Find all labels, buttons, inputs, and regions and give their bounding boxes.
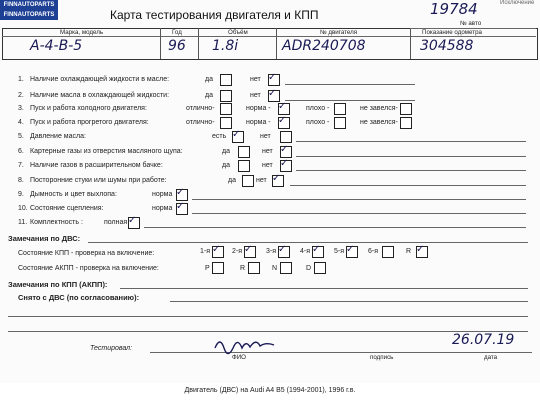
year-label: Год bbox=[172, 29, 182, 36]
checkbox-noise-yes[interactable] bbox=[242, 175, 254, 187]
checkbox-warm-bad[interactable] bbox=[334, 117, 346, 129]
removed-heading: Снято с ДВС (по согласованию): bbox=[18, 293, 140, 302]
volume-value: 1.8i bbox=[212, 38, 239, 54]
tested-label: Тестировал: bbox=[90, 345, 133, 352]
model-label: Марка, модель bbox=[60, 29, 104, 36]
checkbox-gear-6[interactable] bbox=[382, 246, 394, 258]
akpp-state-label: Состояние АКПП - проверка на включение: bbox=[18, 265, 159, 272]
watermark-logo: FINNAUTOPARTS FINNAUTOPARTS bbox=[0, 0, 58, 20]
corner-text: Исключение bbox=[500, 0, 535, 6]
odometer-value: 304588 bbox=[420, 38, 474, 54]
checkbox-coolant-yes[interactable] bbox=[220, 74, 232, 86]
checkbox-cold-excellent[interactable] bbox=[220, 103, 232, 115]
signature-label: подпись bbox=[370, 354, 394, 361]
engine-value: ADR240708 bbox=[282, 38, 366, 54]
checkbox-akpp-r[interactable] bbox=[248, 262, 260, 274]
model-value: А-4-В-5 bbox=[30, 38, 83, 54]
year-value: 96 bbox=[168, 38, 186, 54]
checkbox-oil-yes[interactable] bbox=[220, 90, 232, 102]
date-value: 26.07.19 bbox=[452, 332, 515, 348]
checkbox-akpp-n[interactable] bbox=[280, 262, 292, 274]
volume-label: Объём bbox=[228, 29, 248, 36]
auto-label: № авто bbox=[460, 20, 482, 27]
test-card-sheet: FINNAUTOPARTS FINNAUTOPARTS 19784 Исключение Карта тестирования двигателя и КПП Марка, модель Год Объём № двигателя № авто Показание одометра А-4-В-5 96 1.8i ADR240708 304588 1. Наличие охлаждающей жидкости в масле: да нет ✓ 2. Наличие масла в охлаждающей жидкости: да нет ✓ 3. Пуск и работа холодного двигателя: отлично- норма - ✓ плохо - не завелся- 4. Пуск и работа прогретого двигателя: отлично- норма - ✓ плохо - не завелся- 5. Давление масла: есть ✓ нет 6. Картерные газы из отверстия масляного щупа: да нет ✓ 7. Наличие газов в расширительном бачке: да нет ✓ 8. Посторонние стуки или шумы при работе: да нет ✓ 9. Дымность и цвет выхлопа: норма ✓ 10. Состояние сцепления: норма ✓ 11. Комплектность : полная ✓ Замечания по ДВС: Состояние КПП - проверка на включение: 1-я ✓ 2-я ✓ 3-я ✓ 4-я ✓ 5-я ✓ 6-я R ✓ Состояние АКПП - проверка на включение: P R N D Замечания по КПП (АКПП): Снято с ДВС (по согласованию): Тестировал: 26.07.19 ФИО подпись дата bbox=[0, 0, 540, 383]
handwritten-signature bbox=[212, 334, 282, 356]
dvs-remarks-heading: Замечания по ДВС: bbox=[8, 234, 81, 243]
checkbox-expansion-yes[interactable] bbox=[238, 160, 250, 172]
checkbox-pressure-no[interactable] bbox=[280, 131, 292, 143]
checkbox-cold-bad[interactable] bbox=[334, 103, 346, 115]
engine-label: № двигателя bbox=[320, 29, 358, 36]
checkbox-warm-excellent[interactable] bbox=[220, 117, 232, 129]
odometer-label: Показание одометра bbox=[422, 29, 482, 36]
checkbox-akpp-d[interactable] bbox=[314, 262, 326, 274]
checkbox-cold-not-started[interactable] bbox=[400, 103, 412, 115]
image-caption: Двигатель (ДВС) на Audi A4 B5 (1994-2001), 1996 г.в. bbox=[184, 387, 356, 394]
doc-number: 19784 bbox=[430, 0, 478, 18]
check-mark: ✓ bbox=[268, 72, 277, 83]
item-label: Наличие охлаждающей жидкости в масле: bbox=[30, 76, 170, 83]
kpp-state-label: Состояние КПП - проверка на включение: bbox=[18, 250, 155, 257]
date-label: дата bbox=[484, 354, 498, 361]
checkbox-warm-not-started[interactable] bbox=[400, 117, 412, 129]
checkbox-akpp-p[interactable] bbox=[212, 262, 224, 274]
kpp-remarks-heading: Замечания по КПП (АКПП): bbox=[8, 280, 108, 289]
page-title: Карта тестирования двигателя и КПП bbox=[110, 8, 319, 22]
item-number: 1. bbox=[18, 76, 24, 83]
checkbox-crankcase-yes[interactable] bbox=[238, 146, 250, 158]
fio-label: ФИО bbox=[232, 354, 246, 361]
